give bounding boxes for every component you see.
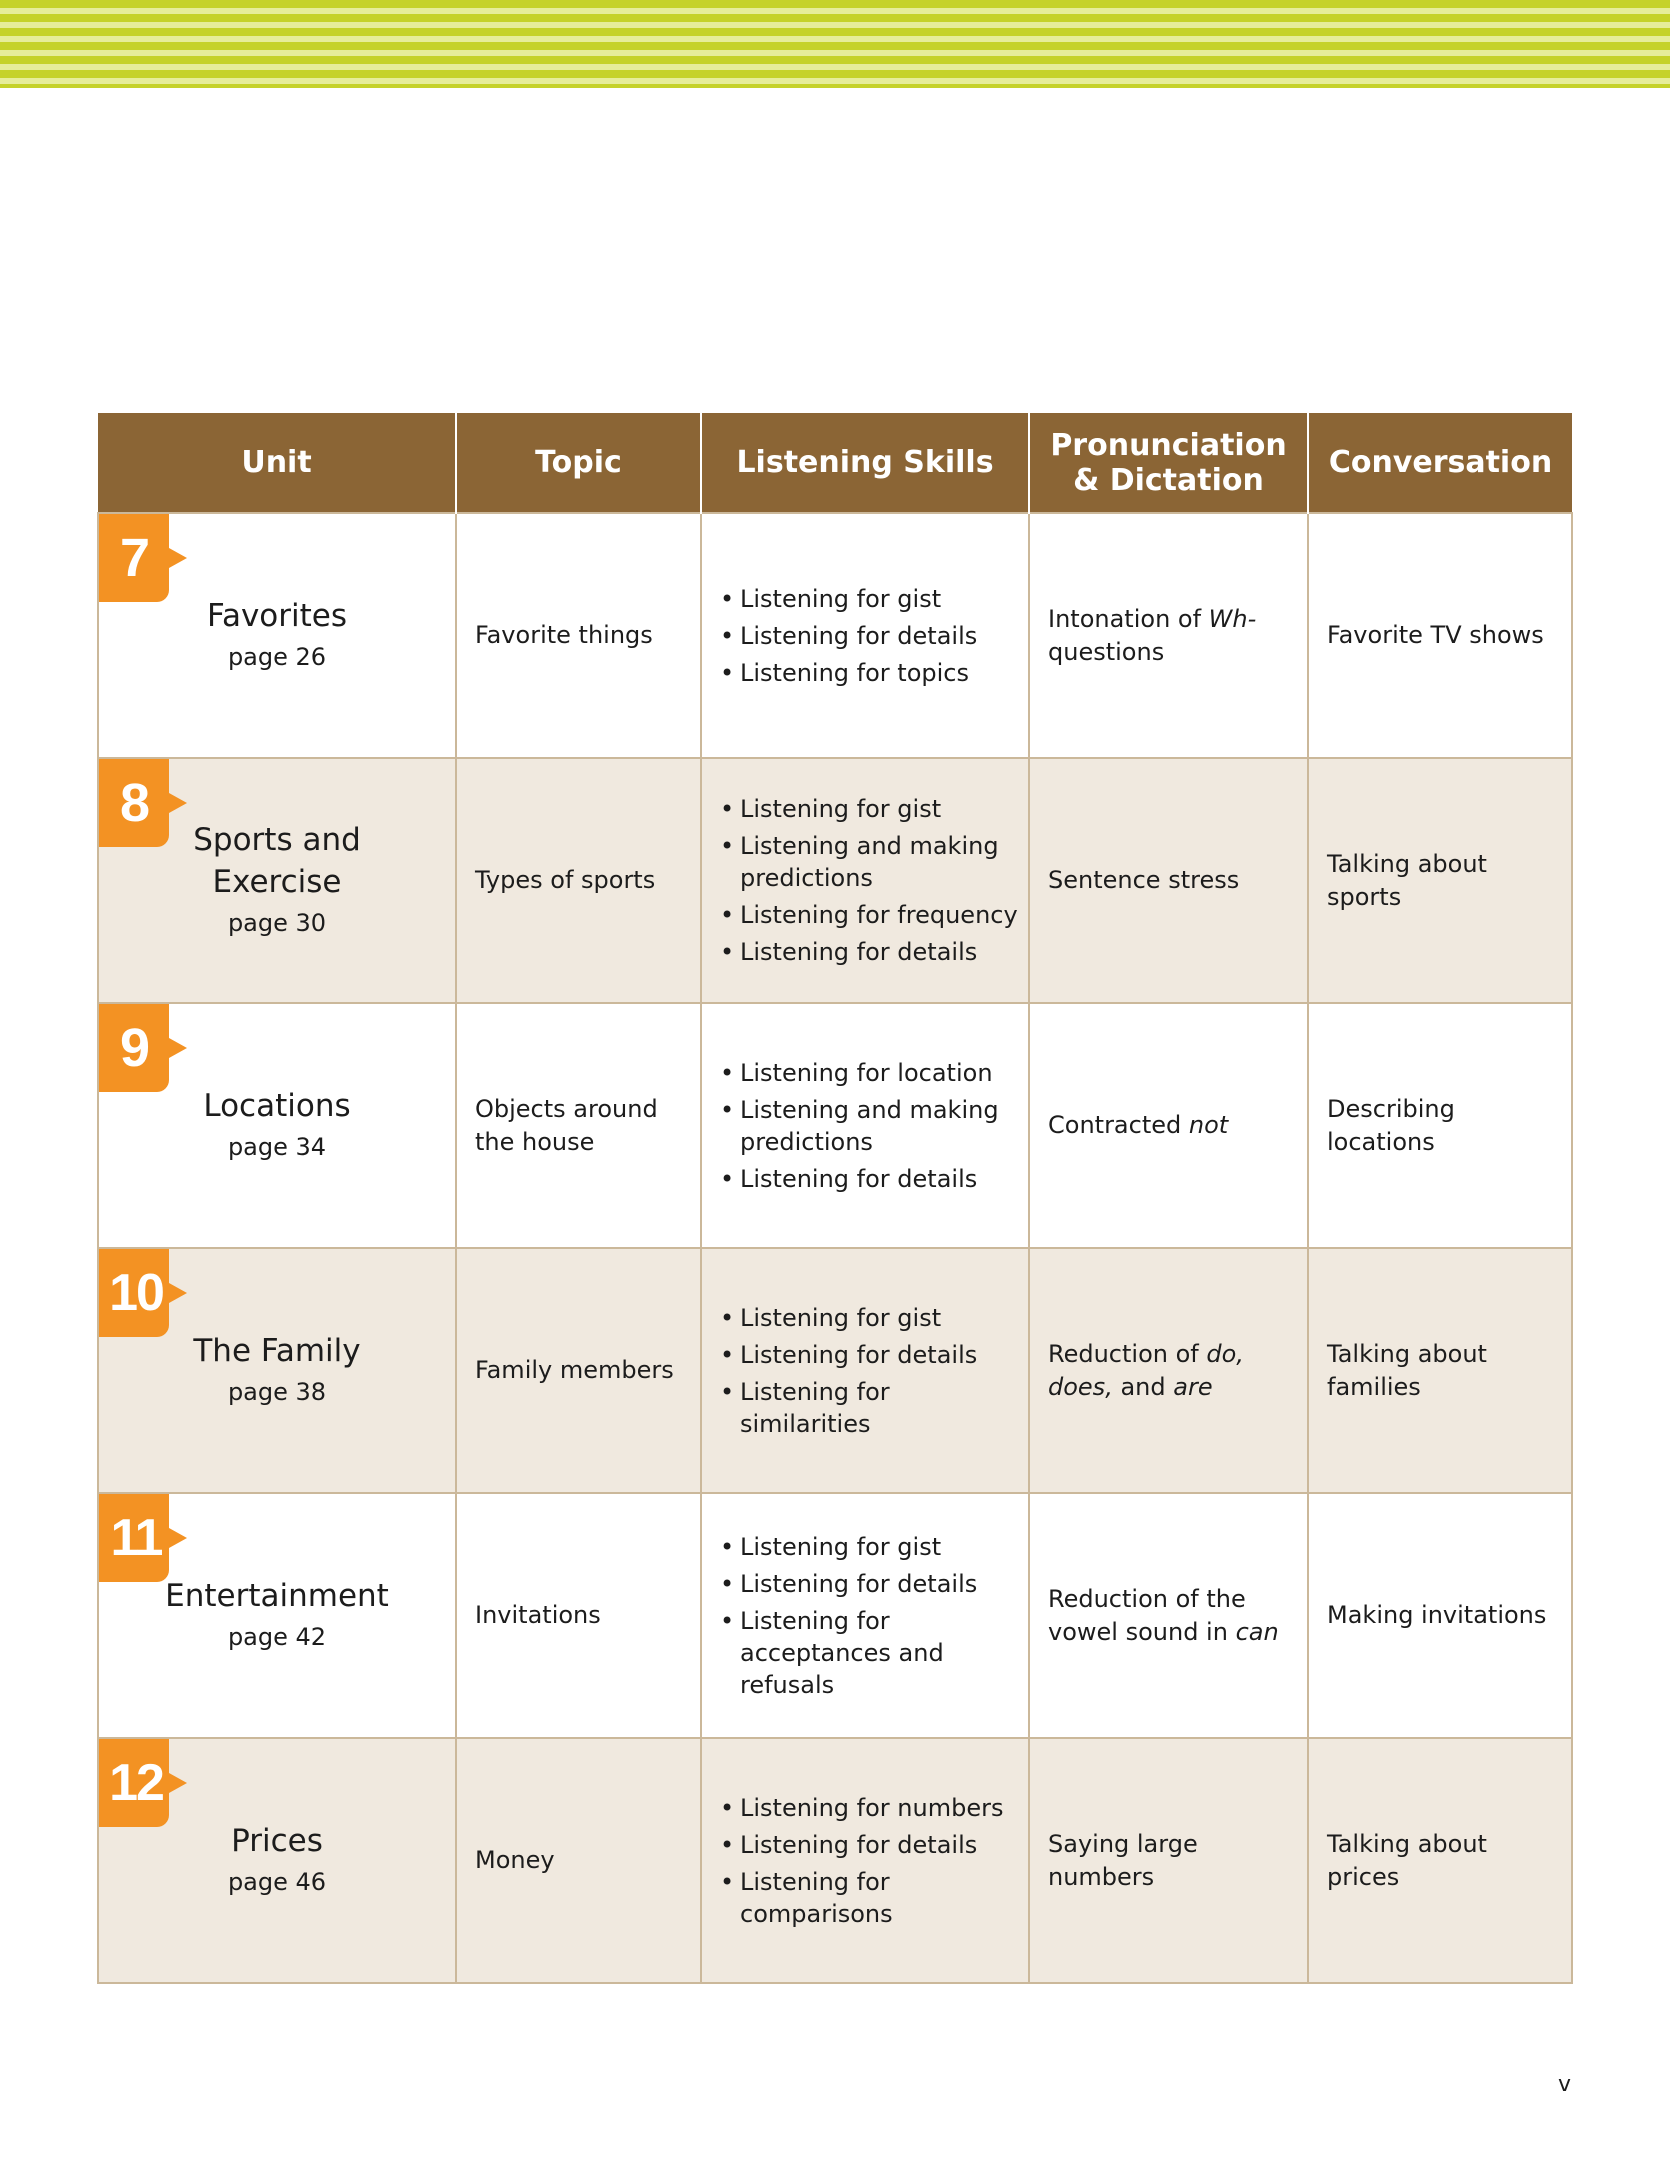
listening-skill-item: • Listening for gist: [720, 583, 1020, 615]
unit-cell: [98, 1738, 456, 1983]
pronunciation-cell: [1029, 513, 1308, 758]
table-row: [98, 1003, 1572, 1248]
table-row: [98, 758, 1572, 1003]
listening-skill-item: • Listening for comparisons: [720, 1866, 1020, 1930]
table-row: [98, 1493, 1572, 1738]
listening-skills-list: [720, 793, 1020, 968]
listening-skill-item: • Listening for numbers: [720, 1792, 1020, 1824]
unit-title[interactable]: The Family: [193, 1332, 361, 1369]
unit-number: 11: [110, 1509, 162, 1567]
listening-skills-list: [720, 1792, 1020, 1930]
unit-page-ref: page 42: [227, 1622, 327, 1651]
header-unit: Unit: [98, 413, 456, 513]
listening-skills-list: [720, 1302, 1020, 1440]
listening-skills-cell: [701, 1003, 1029, 1248]
unit-number: 7: [119, 528, 149, 588]
topic-cell: Favorite things: [456, 513, 701, 758]
conversation-cell: Talking about families: [1308, 1248, 1572, 1493]
contents-table: [97, 413, 1573, 1984]
listening-skill-item: • Listening for gist: [720, 793, 1020, 825]
listening-skill-item: • Listening for details: [720, 1163, 1020, 1195]
conversation-cell: Describing locations: [1308, 1003, 1572, 1248]
pronunciation-cell: [1029, 1493, 1308, 1738]
topic-cell: Family members: [456, 1248, 701, 1493]
pronunciation-text-pre: Saying large numbers: [1048, 1829, 1198, 1891]
pronunciation-text-em1: do, does,: [1048, 1339, 1244, 1401]
listening-skills-cell: [701, 758, 1029, 1003]
listening-skill-item: • Listening for details: [720, 620, 1020, 652]
page-number: v: [1558, 2072, 1572, 2097]
topic-cell: Money: [456, 1738, 701, 1983]
listening-skill-item: • Listening for details: [720, 936, 1020, 968]
unit-number: 9: [119, 1018, 149, 1078]
listening-skills-list: [720, 1531, 1020, 1701]
unit-title[interactable]: Prices: [231, 1822, 323, 1859]
unit-title[interactable]: Sports and Exercise: [193, 821, 361, 900]
pronunciation-cell: [1029, 1248, 1308, 1493]
pronunciation-text-em2: are: [1173, 1372, 1213, 1401]
pronunciation-text-pre: Contracted: [1048, 1111, 1189, 1139]
topic-cell: Types of sports: [456, 758, 701, 1003]
listening-skills-cell: [701, 1493, 1029, 1738]
unit-cell: [98, 1493, 456, 1738]
conversation-cell: Talking about prices: [1308, 1738, 1572, 1983]
pronunciation-cell: [1029, 1738, 1308, 1983]
conversation-cell: Favorite TV shows: [1308, 513, 1572, 758]
pronunciation-text-mid: questions: [1048, 637, 1165, 666]
topic-cell: Objects around the house: [456, 1003, 701, 1248]
header-conversation: Conversation: [1308, 413, 1572, 513]
listening-skills-cell: [701, 513, 1029, 758]
pronunciation-text-em1: not: [1188, 1111, 1229, 1139]
conversation-cell: Making invitations: [1308, 1493, 1572, 1738]
unit-number: 8: [119, 773, 149, 833]
listening-skill-item: • Listening and making predictions: [720, 830, 1020, 894]
listening-skill-item: • Listening for details: [720, 1339, 1020, 1371]
listening-skill-item: • Listening for frequency: [720, 899, 1020, 931]
table-body: [98, 513, 1572, 1983]
pronunciation-text-em1: can: [1235, 1617, 1279, 1646]
listening-skills-list: [720, 1057, 1020, 1195]
pronunciation-text-pre: Sentence stress: [1048, 866, 1240, 894]
table-row: [98, 1738, 1572, 1983]
unit-page-ref: page 34: [227, 1132, 327, 1161]
table-row: [98, 513, 1572, 758]
listening-skill-item: • Listening for topics: [720, 657, 1020, 689]
unit-cell: [98, 758, 456, 1003]
topic-cell: Invitations: [456, 1493, 701, 1738]
pronunciation-cell: [1029, 758, 1308, 1003]
decorative-stripe-banner: [0, 0, 1670, 88]
pronunciation-text-pre: Reduction of the vowel sound in: [1048, 1584, 1246, 1646]
pronunciation-text-pre: Reduction of: [1048, 1339, 1207, 1368]
unit-page-ref: page 38: [227, 1377, 327, 1406]
unit-page-ref: page 26: [227, 642, 327, 671]
unit-title[interactable]: Entertainment: [165, 1577, 389, 1614]
listening-skill-item: • Listening for location: [720, 1057, 1020, 1089]
header-listening-skills: Listening Skills: [701, 413, 1029, 513]
pronunciation-text-em1: Wh-: [1208, 604, 1257, 633]
conversation-cell: Talking about sports: [1308, 758, 1572, 1003]
unit-cell: [98, 1248, 456, 1493]
table-header-row: [98, 413, 1572, 513]
pronunciation-cell: [1029, 1003, 1308, 1248]
unit-title[interactable]: Locations: [203, 1087, 351, 1124]
listening-skills-list: [720, 583, 1020, 689]
listening-skill-item: • Listening for similarities: [720, 1376, 1020, 1440]
unit-cell: [98, 513, 456, 758]
pronunciation-text-pre: Intonation of: [1048, 604, 1209, 633]
listening-skill-item: • Listening for acceptances and refusals: [720, 1605, 1020, 1701]
listening-skill-item: • Listening for details: [720, 1568, 1020, 1600]
listening-skill-item: • Listening for details: [720, 1829, 1020, 1861]
listening-skill-item: • Listening for gist: [720, 1531, 1020, 1563]
table-row: [98, 1248, 1572, 1493]
header-pronunciation-dictation: Pronunciation & Dictation: [1029, 413, 1308, 513]
listening-skill-item: • Listening for gist: [720, 1302, 1020, 1334]
pronunciation-text-mid: and: [1112, 1372, 1174, 1401]
listening-skills-cell: [701, 1248, 1029, 1493]
header-topic: Topic: [456, 413, 701, 513]
listening-skill-item: • Listening and making predictions: [720, 1094, 1020, 1158]
unit-cell: [98, 1003, 456, 1248]
unit-number: 12: [109, 1754, 163, 1812]
unit-page-ref: page 30: [227, 908, 327, 937]
unit-number: 10: [109, 1264, 163, 1322]
unit-title[interactable]: Favorites: [206, 597, 348, 634]
listening-skills-cell: [701, 1738, 1029, 1983]
unit-page-ref: page 46: [227, 1867, 327, 1896]
